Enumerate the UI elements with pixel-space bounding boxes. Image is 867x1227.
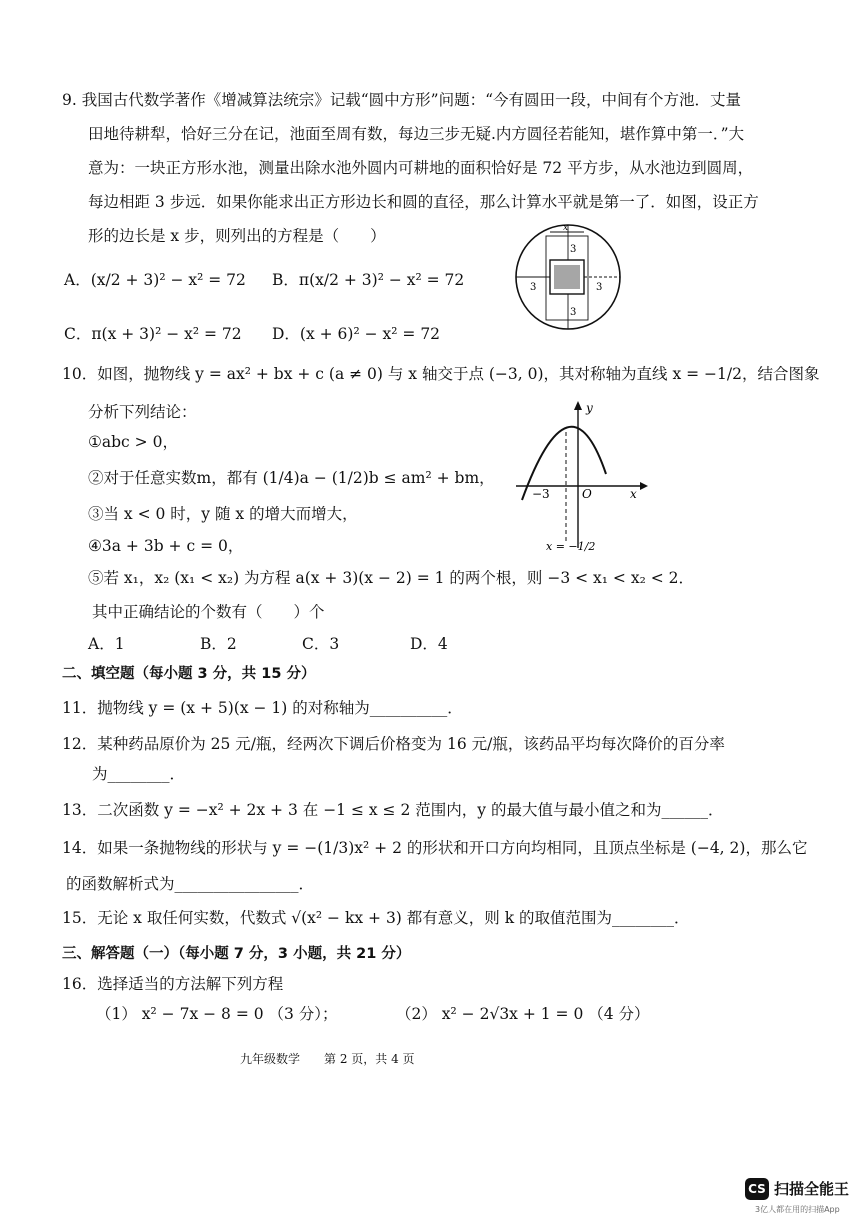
fig-label-x: x — [563, 223, 569, 233]
q9-option-a: A．(x/2 + 3)² − x² = 72 — [64, 271, 246, 289]
watermark-name: 扫描全能王 — [774, 1180, 850, 1198]
q15: 15．无论 x 取任何实数，代数式 √(x² − kx + 3) 都有意义，则 k 的取值范围为________． — [62, 909, 690, 927]
q10-conclusion-2: ②对于任意实数m，都有 (1/4)a − (1/2)b ≤ am² + bm， — [88, 469, 495, 487]
camscanner-logo-icon: CS — [745, 1178, 769, 1200]
q9-option-b: B．π(x/2 + 3)² − x² = 72 — [272, 271, 465, 289]
fig-label-3-left: 3 — [530, 282, 537, 293]
q9-line-3: 意为：一块正方形水池，测量出除水池外圆内可耕地的面积恰好是 72 平方步，从水池边到圆周， — [88, 159, 754, 177]
q10-option-c: C．3 — [302, 635, 340, 653]
fig-label-x: x — [630, 487, 637, 501]
section-2-heading: 二、填空题（每小题 3 分，共 15 分） — [62, 666, 316, 682]
page-footer: 九年级数学 第 2 页，共 4 页 — [240, 1052, 415, 1066]
q9-circle-square-figure — [512, 222, 624, 332]
q10-line-2: 分析下列结论： — [88, 403, 197, 421]
fig-label-minus-3: −3 — [532, 487, 550, 501]
q12-line-2: 为________． — [92, 765, 186, 783]
q10-conclusion-4: ④3a + 3b + c = 0， — [88, 537, 244, 555]
q9-line-2: 田地待耕犁，恰好三分在记，池面至周有数，每边三步无疑.内方圆径若能知，堪作算中第一．”大 — [88, 125, 745, 143]
q13: 13．二次函数 y = −x² + 2x + 3 在 −1 ≤ x ≤ 2 范围内，y 的最大值与最小值之和为______． — [62, 801, 724, 819]
q10-option-d: D．4 — [410, 635, 448, 653]
q9-line-4: 每边相距 3 步远．如果你能求出正方形边长和圆的直径，那么计算水平就是第一了．如图，设正方 — [88, 193, 759, 211]
scanner-watermark — [745, 1176, 855, 1220]
q16-part-1: （1） x² − 7x − 8 = 0 （3 分）； — [96, 1005, 338, 1023]
q16-title: 16．选择适当的方法解下列方程 — [62, 975, 284, 993]
q9-line-1: 9. 我国古代数学著作《增减算法统宗》记载“圆中方形”问题：“今有圆田一段，中间有个方池．丈量 — [62, 91, 741, 109]
q11: 11．抛物线 y = (x + 5)(x − 1) 的对称轴为__________． — [62, 699, 463, 717]
q14-line-1: 14．如果一条抛物线的形状与 y = −(1/3)x² + 2 的形状和开口方向均相同，且顶点坐标是 (−4, 2)，那么它 — [62, 839, 808, 857]
fig-label-3-top: 3 — [570, 244, 577, 255]
q10-parabola-figure — [510, 398, 660, 558]
q9-option-c: C．π(x + 3)² − x² = 72 — [64, 325, 242, 343]
fig-label-axis: x = −1/2 — [546, 540, 596, 553]
q12-line-1: 12．某种药品原价为 25 元/瓶，经两次下调后价格变为 16 元/瓶，该药品平均每次降价的百分率 — [62, 735, 725, 753]
watermark-tagline: 3亿人都在用的扫描App — [755, 1205, 840, 1214]
fig-label-y: y — [586, 401, 593, 415]
q10-option-a: A．1 — [88, 635, 125, 653]
q16-part-2: （2） x² − 2√3x + 1 = 0 （4 分） — [396, 1005, 650, 1023]
q10-option-b: B．2 — [200, 635, 237, 653]
q10-conclusion-5: ⑤若 x₁，x₂ (x₁ < x₂) 为方程 a(x + 3)(x − 2) = 1 的两个根，则 −3 < x₁ < x₂ < 2． — [88, 569, 694, 587]
q9-option-d: D．(x + 6)² − x² = 72 — [272, 325, 441, 343]
q10-conclusion-3: ③当 x < 0 时，y 随 x 的增大而增大， — [88, 505, 358, 523]
section-3-heading: 三、解答题（一）（每小题 7 分，3 小题，共 21 分） — [62, 946, 411, 962]
q10-line-1: 10．如图，抛物线 y = ax² + bx + c (a ≠ 0) 与 x 轴交于点 (−3, 0)，其对称轴为直线 x = −1/2，结合图象 — [62, 365, 820, 383]
q10-conclusion-1: ①abc > 0， — [88, 433, 178, 451]
q9-line-5: 形的边长是 x 步，则列出的方程是（ ） — [88, 227, 386, 245]
fig-label-origin: O — [582, 487, 592, 501]
q10-question: 其中正确结论的个数有（ ）个 — [92, 603, 325, 621]
fig-label-3-right: 3 — [596, 282, 603, 293]
fig-label-3-bottom: 3 — [570, 307, 577, 318]
q14-line-2: 的函数解析式为________________． — [66, 875, 315, 893]
